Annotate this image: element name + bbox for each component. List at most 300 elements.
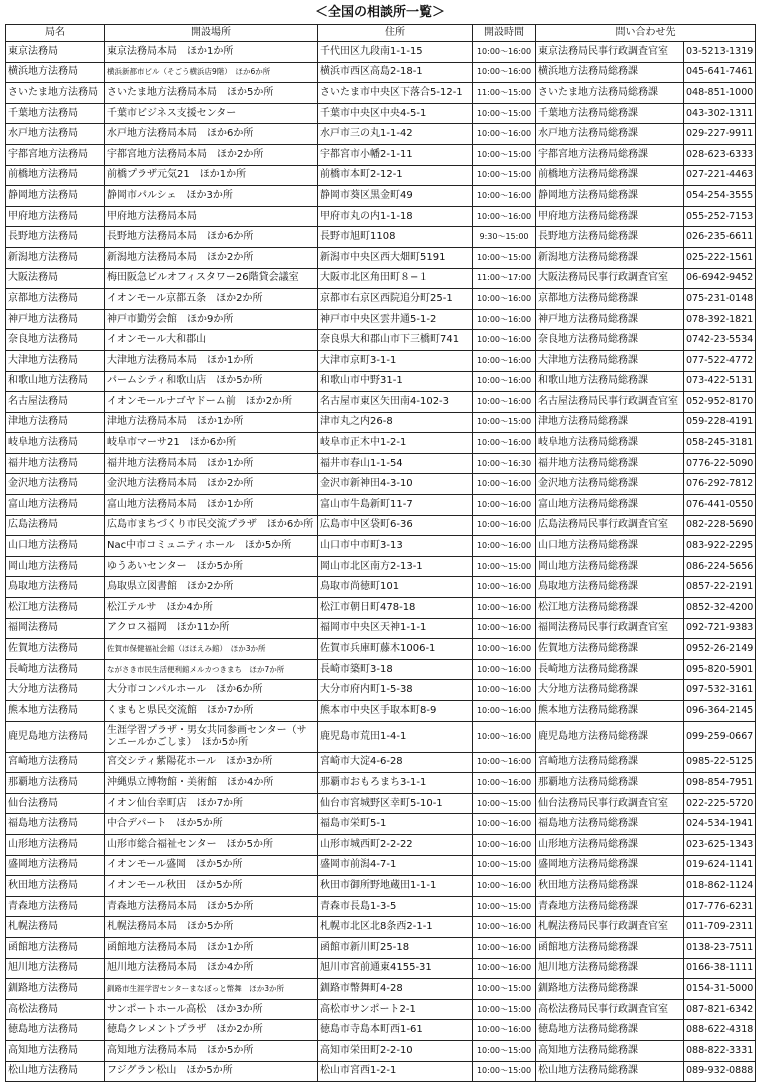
contact-cell: 岐阜地方法務局総務課 [536,433,684,454]
contact-cell: 松江地方法務局総務課 [536,598,684,619]
hours-cell: 10:00～16:00 [473,186,536,207]
header-contact: 問い合わせ先 [536,25,756,42]
address-cell: 長崎市築町3-18 [318,659,473,680]
table-row [6,773,756,794]
phone-cell: 027-221-4463 [684,165,756,186]
table-row [6,62,756,83]
address-cell: 青森市長島1-3-5 [318,896,473,917]
address-cell: 大阪市北区角田町８−１ [318,268,473,289]
venue-cell: 岐阜市マーサ21 ほか6か所 [105,433,318,454]
contact-cell: 秋田地方法務局総務課 [536,876,684,897]
bureau-cell: 福島地方法務局 [6,814,105,835]
table-row [6,309,756,330]
table-row [6,793,756,814]
venue-cell: 札幌法務局本局 ほか5か所 [105,917,318,938]
contact-cell: 青森地方法務局総務課 [536,896,684,917]
phone-cell: 086-224-5656 [684,556,756,577]
address-cell: 横浜市西区高島2-18-1 [318,62,473,83]
phone-cell: 054-254-3555 [684,186,756,207]
venue-cell: イオンモール秋田 ほか5か所 [105,876,318,897]
venue-cell: 富山地方法務局本局 ほか1か所 [105,495,318,516]
bureau-cell: 静岡地方法務局 [6,186,105,207]
contact-cell: さいたま地方法務局総務課 [536,83,684,104]
venue-cell: 鳥取県立図書館 ほか2か所 [105,577,318,598]
contact-cell: 福岡法務局民事行政調査官室 [536,618,684,639]
hours-cell: 10:00～15:00 [473,896,536,917]
bureau-cell: 鹿児島地方法務局 [6,721,105,752]
header-bureau: 局名 [6,25,105,42]
bureau-cell: 富山地方法務局 [6,495,105,516]
address-cell: 甲府市丸の内1-1-18 [318,206,473,227]
contact-cell: 松山地方法務局総務課 [536,1061,684,1082]
contact-cell: 福井地方法務局総務課 [536,453,684,474]
hours-cell: 10:00～16:00 [473,536,536,557]
phone-cell: 043-302-1311 [684,103,756,124]
phone-cell: 0776-22-5090 [684,453,756,474]
hours-cell: 10:00～15:00 [473,1061,536,1082]
contact-cell: 旭川地方法務局総務課 [536,958,684,979]
address-cell: 津市丸之内26-8 [318,412,473,433]
bureau-cell: 前橋地方法務局 [6,165,105,186]
phone-cell: 0742-23-5534 [684,330,756,351]
phone-cell: 088-822-3331 [684,1040,756,1061]
hours-cell: 10:00～15:00 [473,1040,536,1061]
table-row [6,721,756,752]
table-row [6,876,756,897]
hours-cell: 10:00～16:00 [473,937,536,958]
phone-cell: 0985-22-5125 [684,752,756,773]
venue-cell: 静岡市パルシェ ほか3か所 [105,186,318,207]
phone-cell: 059-228-4191 [684,412,756,433]
bureau-cell: 鳥取地方法務局 [6,577,105,598]
table-row [6,515,756,536]
bureau-cell: 和歌山地方法務局 [6,371,105,392]
address-cell: 山口市中市町3-13 [318,536,473,557]
bureau-cell: 松山地方法務局 [6,1061,105,1082]
table-row [6,1040,756,1061]
phone-cell: 018-862-1124 [684,876,756,897]
hours-cell: 10:00～15:00 [473,247,536,268]
phone-cell: 029-227-9911 [684,124,756,145]
table-row [6,896,756,917]
contact-cell: 岡山地方法務局総務課 [536,556,684,577]
phone-cell: 075-231-0148 [684,289,756,310]
phone-cell: 026-235-6611 [684,227,756,248]
contact-cell: 熊本地方法務局総務課 [536,701,684,722]
contact-cell: 新潟地方法務局総務課 [536,247,684,268]
address-cell: 静岡市葵区黒金町49 [318,186,473,207]
hours-cell: 11:00～15:00 [473,83,536,104]
table-row [6,165,756,186]
hours-cell: 10:00～16:00 [473,309,536,330]
venue-cell: くまもと県民交流館 ほか7か所 [105,701,318,722]
venue-cell: サンポートホール高松 ほか3か所 [105,999,318,1020]
venue-cell: 生涯学習プラザ・男女共同参画センター（サンエールかごしま） ほか5か所 [105,721,318,752]
hours-cell: 10:00～16:30 [473,453,536,474]
bureau-cell: 長野地方法務局 [6,227,105,248]
address-cell: 函館市新川町25-18 [318,937,473,958]
phone-cell: 045-641-7461 [684,62,756,83]
address-cell: 岡山市北区南方2-13-1 [318,556,473,577]
bureau-cell: 大阪法務局 [6,268,105,289]
contact-cell: 千葉地方法務局総務課 [536,103,684,124]
hours-cell: 10:00～15:00 [473,855,536,876]
venue-cell: 旭川地方法務局本局 ほか4か所 [105,958,318,979]
table-row [6,453,756,474]
hours-cell: 10:00～16:00 [473,876,536,897]
contact-cell: 山口地方法務局総務課 [536,536,684,557]
address-cell: 神戸市中央区雲井通5-1-2 [318,309,473,330]
venue-cell: イオンモールナゴヤドーム前 ほか2か所 [105,392,318,413]
contact-cell: 鹿児島地方法務局総務課 [536,721,684,752]
bureau-cell: 函館地方法務局 [6,937,105,958]
table-row [6,855,756,876]
contact-cell: 大阪法務局民事行政調査官室 [536,268,684,289]
venue-cell: パームシティ和歌山店 ほか5か所 [105,371,318,392]
address-cell: 山形市城西町2-2-22 [318,834,473,855]
address-cell: 釧路市幣舞町4-28 [318,979,473,1000]
address-cell: 熊本市中央区手取本町8-9 [318,701,473,722]
contact-cell: 和歌山地方法務局総務課 [536,371,684,392]
contact-cell: 大津地方法務局総務課 [536,350,684,371]
hours-cell: 10:00～16:00 [473,659,536,680]
contact-cell: 高松法務局民事行政調査官室 [536,999,684,1020]
venue-cell: 東京法務局本局 ほか1か所 [105,42,318,63]
address-cell: 佐賀市兵庫町藤木1006-1 [318,639,473,660]
table-row [6,206,756,227]
hours-cell: 10:00～16:00 [473,474,536,495]
table-row [6,289,756,310]
contact-cell: 盛岡地方法務局総務課 [536,855,684,876]
contact-cell: 奈良地方法務局総務課 [536,330,684,351]
bureau-cell: 山形地方法務局 [6,834,105,855]
bureau-cell: 京都地方法務局 [6,289,105,310]
venue-cell: 新潟地方法務局本局 ほか2か所 [105,247,318,268]
table-row [6,392,756,413]
hours-cell: 10:00～15:00 [473,103,536,124]
contact-cell: 仙台法務局民事行政調査官室 [536,793,684,814]
hours-cell: 10:00～16:00 [473,618,536,639]
bureau-cell: 名古屋法務局 [6,392,105,413]
page-title: ＜全国の相談所一覧＞ [314,5,445,20]
phone-cell: 058-245-3181 [684,433,756,454]
bureau-cell: さいたま地方法務局 [6,83,105,104]
contact-cell: 徳島地方法務局総務課 [536,1020,684,1041]
table-row [6,371,756,392]
table-row [6,42,756,63]
phone-cell: 0852-32-4200 [684,598,756,619]
venue-cell: Nac中市コミュニティホール ほか5か所 [105,536,318,557]
table-row [6,999,756,1020]
table-row [6,83,756,104]
address-cell: 宮崎市大淀4-6-28 [318,752,473,773]
bureau-cell: 大分地方法務局 [6,680,105,701]
header-venue: 開設場所 [105,25,318,42]
venue-cell: 松江テルサ ほか4か所 [105,598,318,619]
venue-cell: 高知地方法務局本局 ほか5か所 [105,1040,318,1061]
table-row [6,958,756,979]
contact-cell: 前橋地方法務局総務課 [536,165,684,186]
bureau-cell: 仙台法務局 [6,793,105,814]
bureau-cell: 東京法務局 [6,42,105,63]
venue-cell: イオンモール盛岡 ほか5か所 [105,855,318,876]
contact-cell: 釧路地方法務局総務課 [536,979,684,1000]
address-cell: さいたま市中央区下落合5-12-1 [318,83,473,104]
bureau-cell: 盛岡地方法務局 [6,855,105,876]
address-cell: 徳島市寺島本町西1-61 [318,1020,473,1041]
phone-cell: 0138-23-7511 [684,937,756,958]
address-cell: 前橋市本町2-12-1 [318,165,473,186]
contact-cell: 那覇地方法務局総務課 [536,773,684,794]
bureau-cell: 津地方法務局 [6,412,105,433]
address-cell: 京都市右京区西院追分町25-1 [318,289,473,310]
hours-cell: 10:00～16:00 [473,124,536,145]
contact-cell: 神戸地方法務局総務課 [536,309,684,330]
phone-cell: 089-932-0888 [684,1061,756,1082]
phone-cell: 076-292-7812 [684,474,756,495]
venue-cell: 山形市総合福祉センター ほか5か所 [105,834,318,855]
hours-cell: 10:00～16:00 [473,701,536,722]
venue-cell: ゆうあいセンター ほか5か所 [105,556,318,577]
venue-cell: イオンモール大和郡山 [105,330,318,351]
phone-cell: 055-252-7153 [684,206,756,227]
address-cell: 高知市栄田町2-2-10 [318,1040,473,1061]
contact-cell: 山形地方法務局総務課 [536,834,684,855]
address-cell: 盛岡市前潟4-7-1 [318,855,473,876]
phone-cell: 099-259-0667 [684,721,756,752]
contact-cell: 広島法務局民事行政調査官室 [536,515,684,536]
venue-cell: 青森地方法務局本局 ほか5か所 [105,896,318,917]
hours-cell: 10:00～16:00 [473,330,536,351]
hours-cell: 10:00～16:00 [473,1020,536,1041]
hours-cell: 10:00～15:00 [473,144,536,165]
address-cell: 旭川市宮前通東4155-31 [318,958,473,979]
contact-cell: 高知地方法務局総務課 [536,1040,684,1061]
table-row [6,1020,756,1041]
contact-cell: 京都地方法務局総務課 [536,289,684,310]
phone-cell: 073-422-5131 [684,371,756,392]
table-row [6,103,756,124]
table-row [6,268,756,289]
bureau-cell: 松江地方法務局 [6,598,105,619]
contact-cell: 佐賀地方法務局総務課 [536,639,684,660]
bureau-cell: 宇都宮地方法務局 [6,144,105,165]
table-row [6,701,756,722]
phone-cell: 077-522-4772 [684,350,756,371]
table-row [6,536,756,557]
contact-cell: 水戸地方法務局総務課 [536,124,684,145]
address-cell: 名古屋市東区矢田南4-102-3 [318,392,473,413]
contact-cell: 福島地方法務局総務課 [536,814,684,835]
address-cell: 札幌市北区北8条西2-1-1 [318,917,473,938]
phone-cell: 028-623-6333 [684,144,756,165]
venue-cell: 大津地方法務局本局 ほか1か所 [105,350,318,371]
consultation-office-table [5,24,756,1082]
phone-cell: 048-851-1000 [684,83,756,104]
hours-cell: 10:00～16:00 [473,515,536,536]
table-row [6,412,756,433]
table-row [6,659,756,680]
venue-cell: 福井地方法務局本局 ほか1か所 [105,453,318,474]
phone-cell: 097-532-3161 [684,680,756,701]
table-row [6,144,756,165]
table-row [6,598,756,619]
contact-cell: 鳥取地方法務局総務課 [536,577,684,598]
hours-cell: 10:00～16:00 [473,350,536,371]
hours-cell: 10:00～16:00 [473,639,536,660]
address-cell: 金沢市新神田4-3-10 [318,474,473,495]
phone-cell: 082-228-5690 [684,515,756,536]
venue-cell: 宮交シティ紫陽花ホール ほか3か所 [105,752,318,773]
bureau-cell: 神戸地方法務局 [6,309,105,330]
contact-cell: 富山地方法務局総務課 [536,495,684,516]
hours-cell: 10:00～16:00 [473,206,536,227]
table-row [6,618,756,639]
venue-cell: 神戸市勤労会館 ほか9か所 [105,309,318,330]
address-cell: 松江市朝日町478-18 [318,598,473,619]
bureau-cell: 金沢地方法務局 [6,474,105,495]
phone-cell: 019-624-1141 [684,855,756,876]
contact-cell: 横浜地方法務局総務課 [536,62,684,83]
phone-cell: 0166-38-1111 [684,958,756,979]
hours-cell: 10:00～16:00 [473,680,536,701]
table-row [6,186,756,207]
bureau-cell: 新潟地方法務局 [6,247,105,268]
bureau-cell: 釧路地方法務局 [6,979,105,1000]
table-row [6,495,756,516]
venue-cell: 広島市まちづくり市民交流プラザ ほか6か所 [105,515,318,536]
venue-cell: 中合デパート ほか5か所 [105,814,318,835]
address-cell: 大分市府内町1-5-38 [318,680,473,701]
table-row [6,474,756,495]
contact-cell: 札幌法務局民事行政調査官室 [536,917,684,938]
bureau-cell: 高知地方法務局 [6,1040,105,1061]
venue-cell: アクロス福岡 ほか11か所 [105,618,318,639]
table-row [6,917,756,938]
address-cell: 長野市旭町1108 [318,227,473,248]
address-cell: 秋田市御所野地蔵田1-1-1 [318,876,473,897]
hours-cell: 10:00～16:00 [473,62,536,83]
address-cell: 高松市サンポート2-1 [318,999,473,1020]
venue-cell: 梅田阪急ビルオフィスタワー26階貸会議室 [105,268,318,289]
table-body [6,42,756,1082]
phone-cell: 095-820-5901 [684,659,756,680]
phone-cell: 078-392-1821 [684,309,756,330]
contact-cell: 長野地方法務局総務課 [536,227,684,248]
venue-cell: 千葉市ビジネス支援センター [105,103,318,124]
address-cell: 福島市栄町5-1 [318,814,473,835]
venue-cell: イオン仙台幸町店 ほか7か所 [105,793,318,814]
venue-cell: 甲府地方法務局本局 [105,206,318,227]
hours-cell: 10:00～16:00 [473,814,536,835]
contact-cell: 津地方法務局総務課 [536,412,684,433]
phone-cell: 083-922-2295 [684,536,756,557]
bureau-cell: 水戸地方法務局 [6,124,105,145]
bureau-cell: 青森地方法務局 [6,896,105,917]
address-cell: 奈良県大和郡山市下三橋町741 [318,330,473,351]
address-cell: 福井市春山1-1-54 [318,453,473,474]
phone-cell: 023-625-1343 [684,834,756,855]
venue-cell: 津地方法務局本局 ほか1か所 [105,412,318,433]
table-row [6,556,756,577]
phone-cell: 017-776-6231 [684,896,756,917]
venue-cell: 前橋プラザ元気21 ほか1か所 [105,165,318,186]
bureau-cell: 岡山地方法務局 [6,556,105,577]
bureau-cell: 秋田地方法務局 [6,876,105,897]
venue-cell: 函館地方法務局本局 ほか1か所 [105,937,318,958]
venue-cell: 佐賀市保健福祉会館（ほほえみ館） ほか3か所 [105,639,318,660]
table-row [6,979,756,1000]
hours-cell: 10:00～15:00 [473,979,536,1000]
address-cell: 仙台市宮城野区幸町5-10-1 [318,793,473,814]
header-address: 住所 [318,25,473,42]
bureau-cell: 福井地方法務局 [6,453,105,474]
venue-cell: 釧路市生涯学習センターまなぼっと幣舞 ほか3か所 [105,979,318,1000]
address-cell: 和歌山市中野31-1 [318,371,473,392]
address-cell: 松山市宮西1-2-1 [318,1061,473,1082]
hours-cell: 10:00～15:00 [473,793,536,814]
venue-cell: イオンモール京都五条 ほか2か所 [105,289,318,310]
address-cell: 千葉市中央区中央4-5-1 [318,103,473,124]
hours-cell: 10:00～16:00 [473,289,536,310]
bureau-cell: 千葉地方法務局 [6,103,105,124]
hours-cell: 10:00～15:00 [473,556,536,577]
phone-cell: 06-6942-9452 [684,268,756,289]
hours-cell: 10:00～16:00 [473,598,536,619]
table-row [6,227,756,248]
bureau-cell: 山口地方法務局 [6,536,105,557]
phone-cell: 022-225-5720 [684,793,756,814]
bureau-cell: 甲府地方法務局 [6,206,105,227]
bureau-cell: 横浜地方法務局 [6,62,105,83]
hours-cell: 10:00～15:00 [473,165,536,186]
hours-cell: 10:00～16:00 [473,752,536,773]
address-cell: 福岡市中央区天神1-1-1 [318,618,473,639]
address-cell: 水戸市三の丸1-1-42 [318,124,473,145]
phone-cell: 076-441-0550 [684,495,756,516]
phone-cell: 0952-26-2149 [684,639,756,660]
address-cell: 宇都宮市小幡2-1-11 [318,144,473,165]
phone-cell: 024-534-1941 [684,814,756,835]
hours-cell: 10:00～16:00 [473,577,536,598]
hours-cell: 10:00～16:00 [473,495,536,516]
bureau-cell: 熊本地方法務局 [6,701,105,722]
contact-cell: 東京法務局民事行政調査官室 [536,42,684,63]
address-cell: 鳥取市尚徳町101 [318,577,473,598]
bureau-cell: 福岡法務局 [6,618,105,639]
venue-cell: 沖縄県立博物館・美術館 ほか4か所 [105,773,318,794]
address-cell: 千代田区九段南1-1-15 [318,42,473,63]
bureau-cell: 長崎地方法務局 [6,659,105,680]
table-row [6,1061,756,1082]
contact-cell: 大分地方法務局総務課 [536,680,684,701]
hours-cell: 10:00～16:00 [473,721,536,752]
hours-cell: 10:00～16:00 [473,433,536,454]
venue-cell: ながさき市民生活便利館メルカつきまち ほか7か所 [105,659,318,680]
hours-cell: 10:00～16:00 [473,958,536,979]
venue-cell: 徳島クレメントプラザ ほか2か所 [105,1020,318,1041]
bureau-cell: 岐阜地方法務局 [6,433,105,454]
venue-cell: 長野地方法務局本局 ほか6か所 [105,227,318,248]
contact-cell: 甲府地方法務局総務課 [536,206,684,227]
address-cell: 岐阜市正木中1-2-1 [318,433,473,454]
venue-cell: 金沢地方法務局本局 ほか2か所 [105,474,318,495]
table-row [6,124,756,145]
phone-cell: 052-952-8170 [684,392,756,413]
hours-cell: 10:00～15:00 [473,999,536,1020]
bureau-cell: 佐賀地方法務局 [6,639,105,660]
table-row [6,433,756,454]
